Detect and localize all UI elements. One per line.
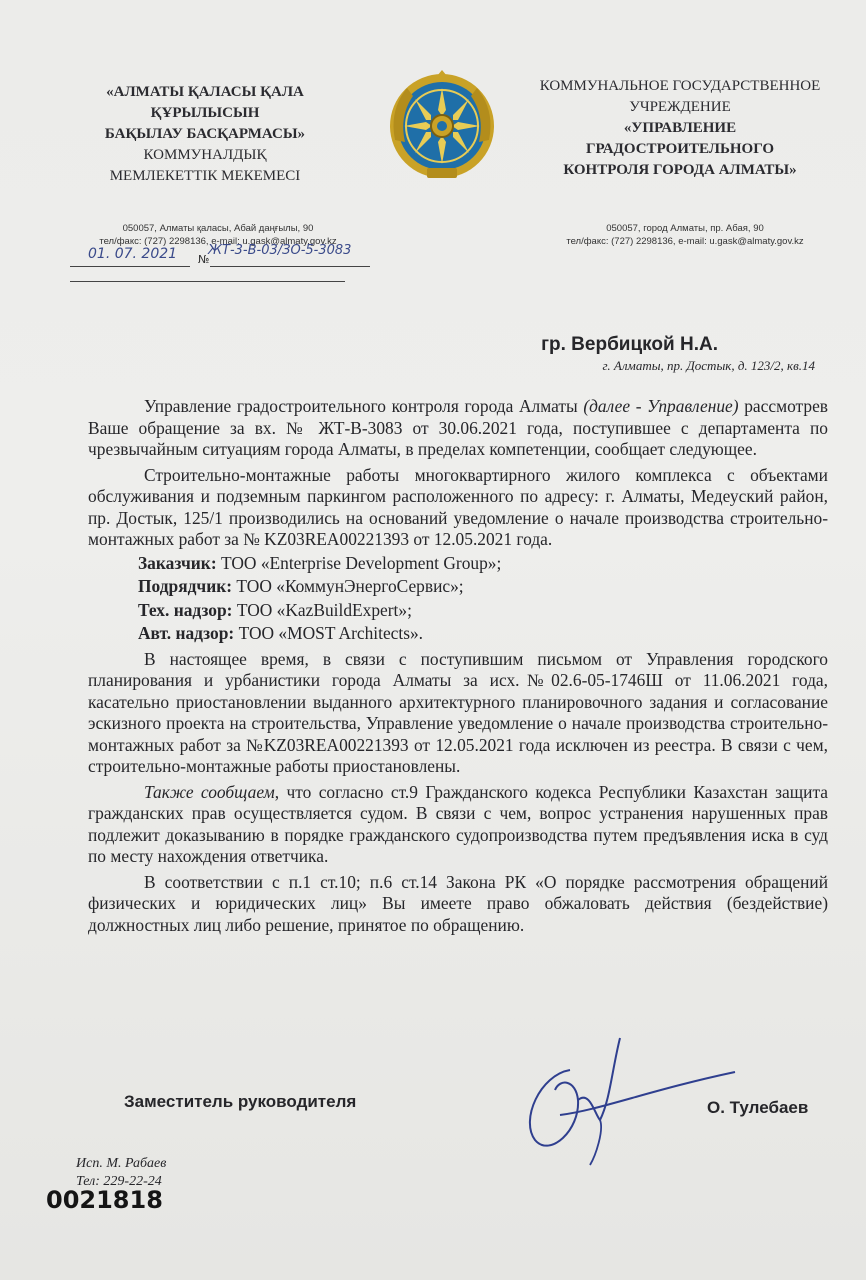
registration-underline (70, 281, 345, 282)
text-run: рассмотрев Ваше обращение за вх. № ЖТ-В-3083 от 30.06.2021 года, поступившее с департамента по чрезвычайным ситуациям города Алматы, в пределах компетенции, сообщает следующее. (88, 396, 828, 459)
paragraph-suspension: В настоящее время, в связи с поступившим письмом от Управления городского планирования и урбанистики города Алматы за исх.№02.6-05-1746Ш от 11.06.2021 года, касательно приостановлении выданного архитектурного планировочного задания и согласование эскизного проекта на строительства, Управление уведомление о начале производства строительно-монтажных работ за №KZ03REA00221393 от 12.05.2021 года исключен из реестра. В связи с чем, строительно-монтажные работы приостановлены. (88, 648, 828, 776)
kz-org-line: КОММУНАЛДЫҚ (143, 147, 267, 163)
kz-contacts: тел/факс: (727) 2298136, e-mail: u.gask@almaty.gov.kz (99, 236, 337, 247)
value: ТОО «КоммунЭнергоСервис»; (232, 576, 464, 596)
contractor-line (88, 576, 828, 598)
ru-org-line: «УПРАВЛЕНИЕ (623, 120, 737, 136)
value: ТОО «Enterprise Development Group»; (216, 552, 502, 573)
paragraph-court (88, 782, 828, 868)
kazakhstan-state-emblem-icon (387, 70, 497, 182)
kz-org-line: БАҚЫЛАУ БАСҚАРМАСЫ» (104, 126, 306, 142)
text-run: Управление градостроительного контроля города Алматы (144, 396, 584, 416)
kz-org-line: МЕМЛЕКЕТТІК МЕКЕМЕСІ (109, 168, 301, 184)
executor-name: Исп. М. Рабаев (76, 1156, 167, 1171)
kz-address: 050057, Алматы қаласы, Абай даңғылы, 90 (122, 223, 314, 234)
label: Авт. надзор: (138, 623, 235, 643)
paragraph-works: Строительно-монтажные работы многоквартирного жилого комплекса с объектами обслуживания и подземным паркингом расположенного по адресу: г. Алматы, Медеуский район, пр. Достык, 125/1 производились на оснований уведомление о начале производства строительно-монтажных работ за № KZ03REA00221393 от 12.05.2021 года. (88, 464, 828, 549)
value: ТОО «KazBuildExpert»; (232, 599, 412, 620)
text-run-italic: (далее - Управление) (583, 396, 739, 416)
ru-org-line: КОНТРОЛЯ ГОРОДА АЛМАТЫ» (563, 162, 797, 178)
addressee-address: г. Алматы, пр. Достык, д. 123/2, кв.14 (602, 358, 815, 373)
kz-org-line: «АЛМАТЫ ҚАЛАСЫ ҚАЛА (106, 84, 304, 100)
registration-number: ЖТ-3-В-03/ЗО-5-3083 (208, 243, 352, 258)
signatory-name: О. Тулебаев (707, 1098, 809, 1117)
paragraph-appeal: В соответствии с п.1 ст.10; п.6 ст.14 Закона РК «О порядке рассмотрения обращений физических и юридических лиц» Вы имеете право обжаловать действия (бездействие) должностных лиц либо решение, принятое по обращению. (88, 871, 828, 935)
tech-supervision-line (88, 600, 828, 622)
text-run: , что согласно ст.9 Гражданского кодекса Республики Казахстан защита гражданских прав осуществляется судом. В связи с чем, вопрос устранения нарушенных прав подлежит доказыванию в порядке гражданского судопроизводства путем предъявления иска в суд по месту нахождения ответчика. (88, 781, 828, 866)
label: Тех. надзор: (138, 599, 233, 620)
registration-number-label: № (198, 253, 210, 266)
ru-address: 050057, город Алматы, пр. Абая, 90 (606, 223, 764, 234)
ru-org-line: УЧРЕЖДЕНИЕ (629, 99, 731, 115)
value: ТОО «MOST Architects». (234, 623, 424, 643)
ru-org-line: ГРАДОСТРОИТЕЛЬНОГО (585, 141, 775, 157)
ru-org-line: КОММУНАЛЬНОЕ ГОСУДАРСТВЕННОЕ (539, 78, 821, 94)
letter-body (88, 396, 828, 936)
ru-address-block (530, 222, 840, 248)
signatory-title: Заместитель руководителя (124, 1092, 357, 1111)
ru-contacts: тел/факс: (727) 2298136, e-mail: u.gask@almaty.gov.kz (566, 236, 804, 247)
document-serial-number: 0021818 (46, 1186, 163, 1214)
addressee-name: гр. Вербицкой Н.А. (541, 334, 718, 355)
author-supervision-line (88, 623, 828, 645)
text-run-italic: Также сообщаем (144, 781, 275, 802)
customer-line (88, 553, 828, 575)
registration-date: 01. 07. 2021 (88, 246, 178, 262)
kz-organization-name (80, 82, 330, 187)
paragraph-intro (88, 396, 828, 461)
kz-org-line: ҚҰРЫЛЫСЫН (150, 105, 260, 121)
label: Подрядчик: (138, 576, 233, 596)
ru-organization-name (520, 76, 840, 181)
registration-underline (70, 266, 190, 267)
executor-phone: Тел: 229-22-24 (76, 1174, 162, 1189)
label: Заказчик: (138, 552, 217, 573)
registration-underline (210, 266, 370, 267)
handwritten-signature (500, 1030, 740, 1170)
